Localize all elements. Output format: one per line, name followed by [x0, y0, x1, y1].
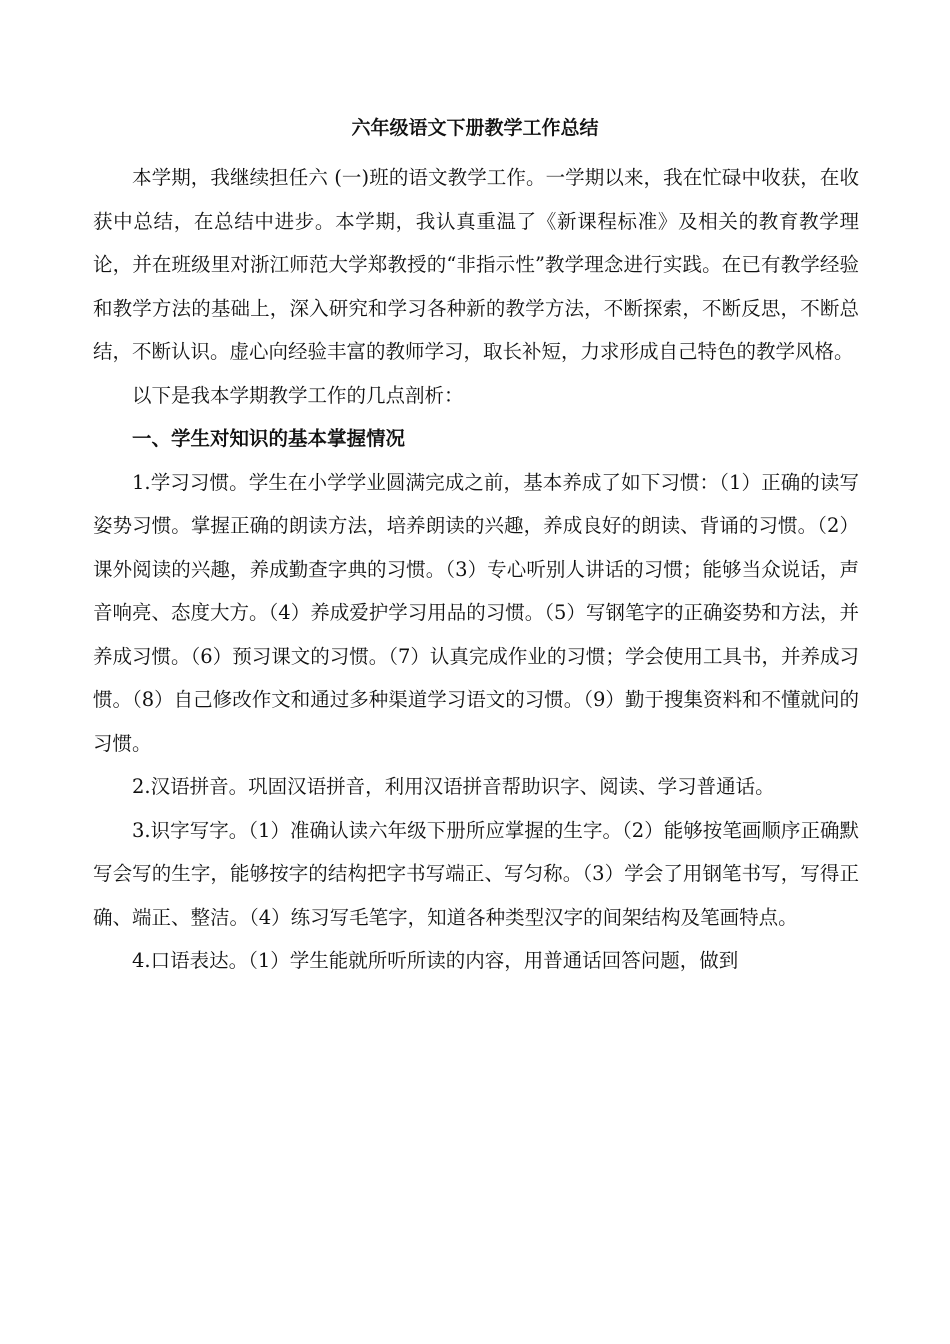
item-oral-expression: 4.口语表达。（1）学生能就所听所读的内容，用普通话回答问题，做到 — [132, 949, 739, 972]
document-title: 六年级语文下册教学工作总结 — [351, 117, 599, 139]
item-pinyin: 2.汉语拼音。巩固汉语拼音，利用汉语拼音帮助识字、阅读、学习普通话。 — [132, 775, 775, 798]
lead-paragraph: 以下是我本学期教学工作的几点剖析： — [132, 383, 464, 407]
item-learning-habits: 1.学习习惯。学生在小学学业圆满完成之前，基本养成了如下习惯：（1）正确的读写姿势习惯。掌握正确的朗读方法，培养朗读的兴趣，养成良好的朗读、背诵的习惯。（2）课外阅读的兴趣，养成勤查字典的习惯。（3）专心听别人讲话的习惯；能够当众说话，声音响亮、态度大方。（4）养成爱护学习用品的习惯。（5）写钢笔字的正确姿势和方法，并养成习惯。（6）预习课文的习惯。（7）认真完成作业的习惯；学会使用工具书，并养成习惯。（8）自己修改作文和通过多种渠道学习语文的习惯。（9）勤于搜集资料和不懂就问的习惯。 — [93, 470, 859, 755]
section-heading: 一、学生对知识的基本掌握情况 — [132, 427, 406, 450]
document-body — [93, 156, 859, 983]
item-literacy-writing: 3.识字写字。（1）准确认读六年级下册所应掌握的生字。（2）能够按笔画顺序正确默写会写的生字，能够按字的结构把字书写端正、写匀称。（3）学会了用钢笔书写，写得正确、端正、整洁。（4）练习写毛笔字，知道各种类型汉字的间架结构及笔画特点。 — [93, 818, 859, 929]
intro-paragraph: 本学期，我继续担任六 (一)班的语文教学工作。一学期以来，我在忙碌中收获，在收获中总结，在总结中进步。本学期，我认真重温了《新课程标准》及相关的教育教学理论，并在班级里对浙江师范大学郑教授的“非指示性”教学理念进行实践。在已有教学经验和教学方法的基础上，深入研究和学习各种新的教学方法，不断探索，不断反思，不断总结，不断认识。虚心向经验丰富的教师学习，取长补短，力求形成自己特色的教学风格。 — [93, 166, 859, 363]
